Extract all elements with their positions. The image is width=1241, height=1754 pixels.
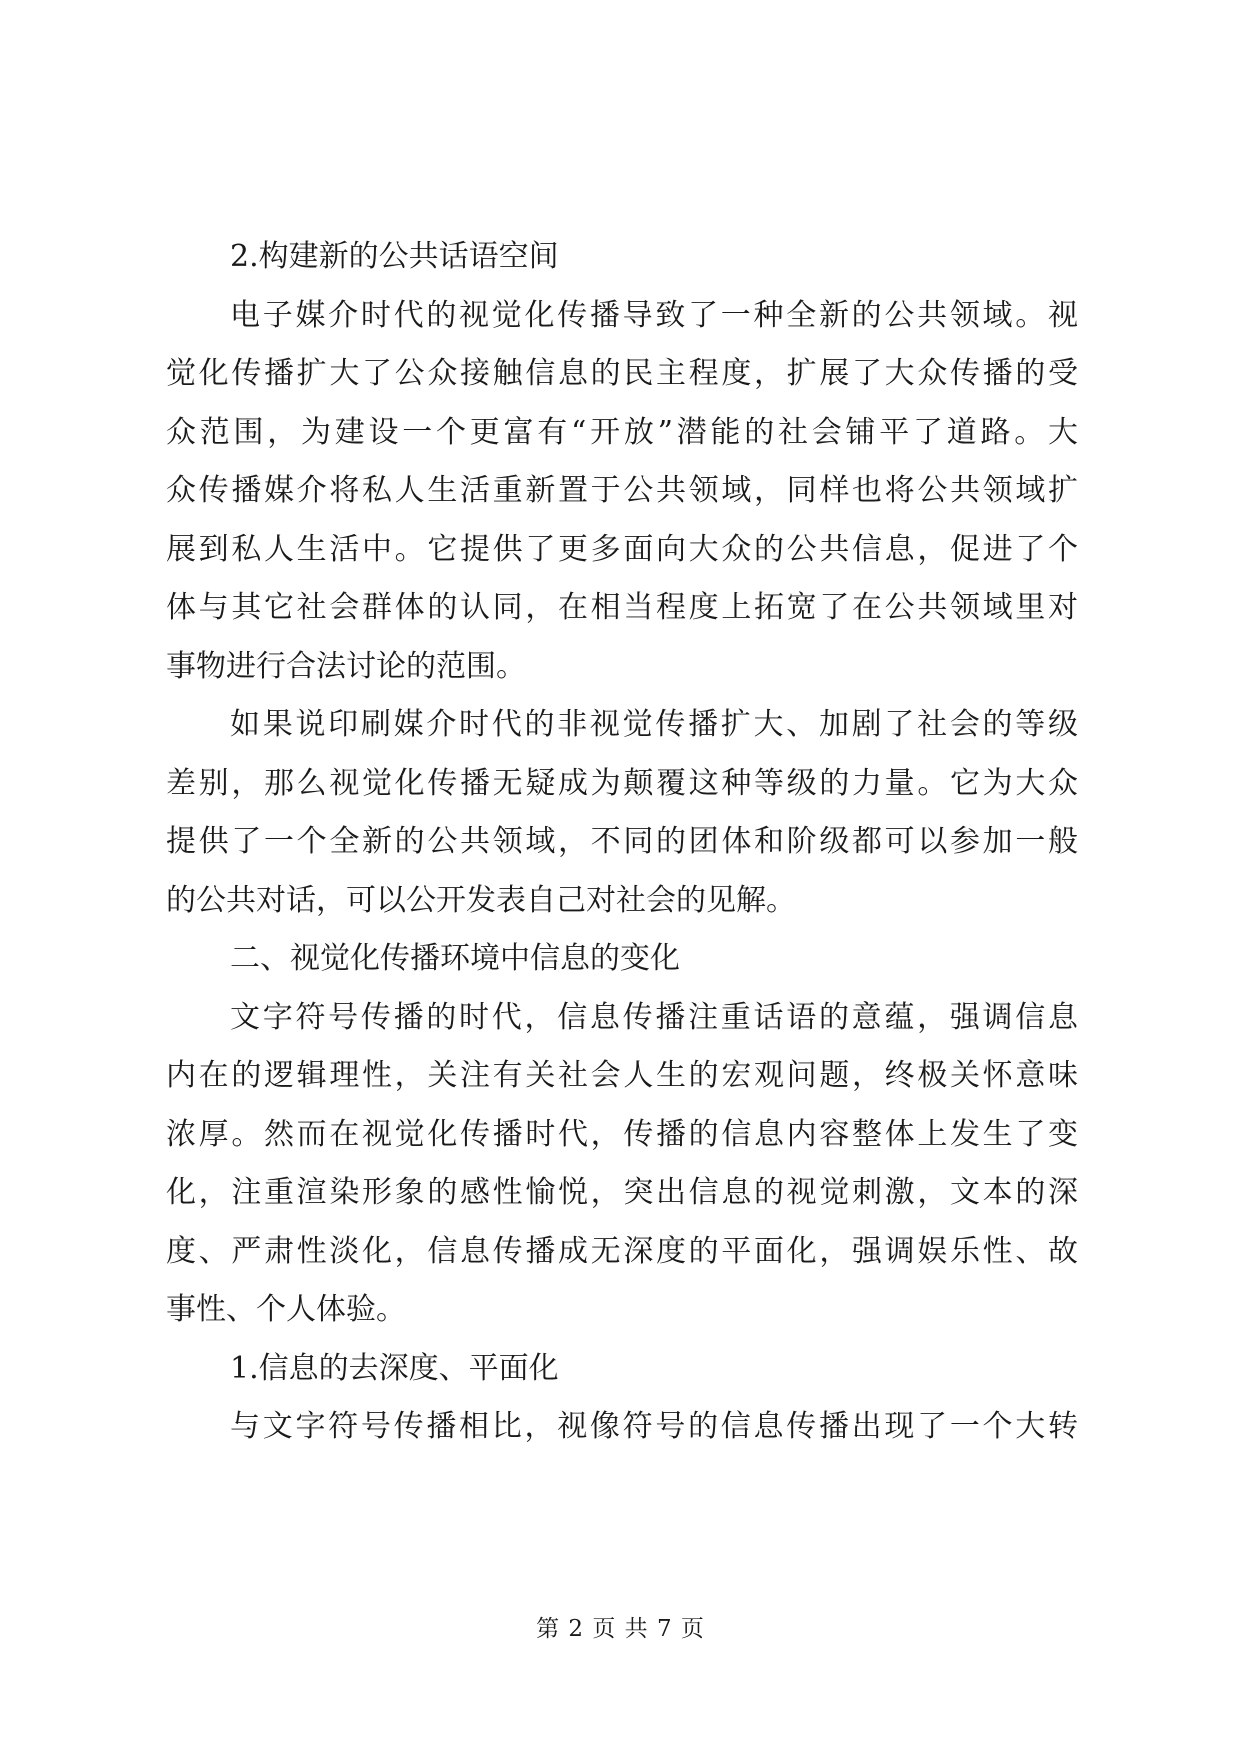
- body-text: [166, 228, 1078, 1457]
- text-line: 事物进行合法讨论的范围。: [166, 648, 526, 684]
- text-line: 事性、个人体验。: [166, 1292, 406, 1327]
- page-footer: 第 2 页 共 7 页: [536, 1616, 705, 1642]
- text-line: 的公共对话，可以公开发表自己对社会的见解。: [166, 882, 796, 918]
- text-line: 如果说印刷媒介时代的非视觉传播扩大、加剧了社会的等级: [230, 707, 1078, 742]
- text-line: 众范围，为建设一个更富有“开放”潜能的社会铺平了道路。大: [166, 414, 1078, 450]
- text-line: 展到私人生活中。它提供了更多面向大众的公共信息，促进了个: [166, 531, 1078, 567]
- text-line: 化，注重渲染形象的感性愉悦，突出信息的视觉刺激，文本的深: [166, 1175, 1078, 1210]
- text-line: 2.构建新的公共话语空间: [230, 239, 559, 274]
- text-line: 与文字符号传播相比，视像符号的信息传播出现了一个大转: [230, 1409, 1078, 1444]
- text-line: 文字符号传播的时代，信息传播注重话语的意蕴，强调信息: [230, 999, 1078, 1035]
- text-line: 觉化传播扩大了公众接触信息的民主程度，扩展了大众传播的受: [166, 356, 1078, 391]
- text-line: 浓厚。然而在视觉化传播时代，传播的信息内容整体上发生了变: [166, 1116, 1078, 1152]
- text-line: 众传播媒介将私人生活重新置于公共领域，同样也将公共领域扩: [166, 473, 1078, 508]
- text-line: 二、视觉化传播环境中信息的变化: [230, 941, 680, 976]
- text-line: 度、严肃性淡化，信息传播成无深度的平面化，强调娱乐性、故: [166, 1233, 1078, 1269]
- text-line: 内在的逻辑理性，关注有关社会人生的宏观问题，终极关怀意味: [166, 1058, 1078, 1093]
- text-line: 体与其它社会群体的认同，在相当程度上拓宽了在公共领域里对: [166, 590, 1078, 625]
- text-line: 电子媒介时代的视觉化传播导致了一种全新的公共领域。视: [230, 297, 1078, 333]
- text-line: 差别，那么视觉化传播无疑成为颠覆这种等级的力量。它为大众: [166, 765, 1078, 801]
- text-line: 提供了一个全新的公共领域，不同的团体和阶级都可以参加一般: [166, 824, 1078, 859]
- text-line: 1.信息的去深度、平面化: [230, 1350, 559, 1386]
